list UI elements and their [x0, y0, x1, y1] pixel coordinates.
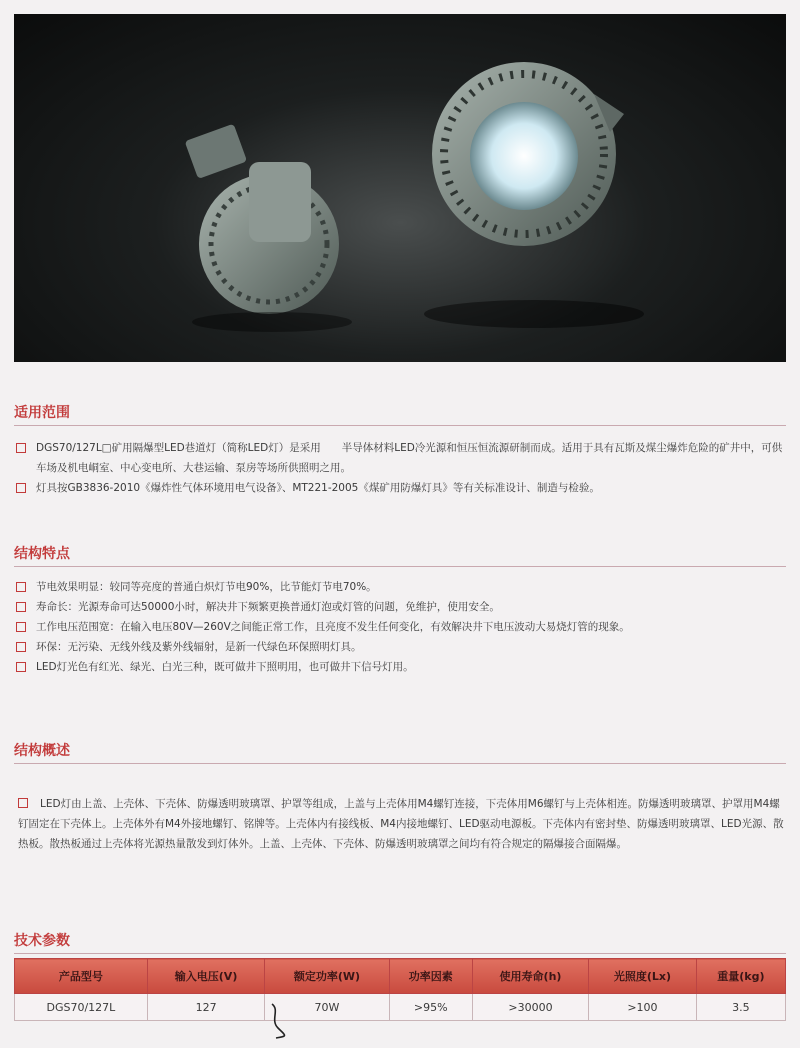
list-item: 寿命长：光源寿命可达50000小时，解决井下频繁更换普通灯泡或灯管的问题，免维护，使用安全。 — [14, 597, 786, 617]
section-specs — [14, 930, 786, 954]
section-title: 技术参数 — [14, 930, 786, 954]
table-cell: 70W — [265, 994, 389, 1021]
checkbox-icon — [16, 662, 26, 672]
section-structure — [14, 740, 786, 854]
col-header: 输入电压(V) — [147, 959, 265, 994]
table-header-row — [15, 959, 786, 994]
table-cell: 3.5 — [696, 994, 785, 1021]
product-photo — [14, 14, 786, 362]
handwritten-mark — [266, 1000, 296, 1040]
section-applicability — [14, 402, 786, 498]
table-cell: >95% — [389, 994, 472, 1021]
col-header: 使用寿命(h) — [472, 959, 588, 994]
section-title: 结构概述 — [14, 740, 786, 764]
table-cell: >100 — [589, 994, 697, 1021]
list-item: 节电效果明显：较同等亮度的普通白炽灯节电90%，比节能灯节电70%。 — [14, 577, 786, 597]
checkbox-icon — [16, 602, 26, 612]
col-header: 产品型号 — [15, 959, 148, 994]
section-features — [14, 543, 786, 677]
list-item: LED灯光色有红光、绿光、白光三种，既可做井下照明用，也可做井下信号灯用。 — [14, 657, 786, 677]
col-header: 重量(kg) — [696, 959, 785, 994]
list-item: 灯具按GB3836-2010《爆炸性气体环境用电气设备》、MT221-2005《煤矿用防爆灯具》等有关标准设计、制造与检验。 — [14, 478, 786, 498]
col-header: 光照度(Lx) — [589, 959, 697, 994]
table-cell: DGS70/127L — [15, 994, 148, 1021]
structure-paragraph: LED灯由上盖、上壳体、下壳体、防爆透明玻璃罩、护罩等组成，上盖与上壳体用M4螺钉连接，下壳体用M6螺钉与上壳体相连。防爆透明玻璃罩、护罩用M4螺钉固定在下壳体上。上壳体外有M4外接地螺钉、铭牌等。上壳体内有接线板、M4内接地螺钉、LED驱动电源板。下壳体内有密封垫、防爆透明玻璃罩、LED光源、散热板。散热板通过上壳体将光源热量散发到灯体外。上盖、上壳体、下壳体、防爆透明玻璃罩之间均有符合规定的隔爆接合面隔爆。 — [18, 798, 784, 850]
table-cell: 127 — [147, 994, 265, 1021]
list-item: 工作电压范围宽：在输入电压80V—260V之间能正常工作，且亮度不发生任何变化，有效解决井下电压波动大易烧灯管的现象。 — [14, 617, 786, 637]
checkbox-icon — [16, 642, 26, 652]
checkbox-icon — [16, 483, 26, 493]
lamp-illustration — [14, 14, 786, 362]
list-item: 环保：无污染、无线外线及紫外线辐射，是新一代绿色环保照明灯具。 — [14, 637, 786, 657]
table-cell: >30000 — [472, 994, 588, 1021]
list-item: DGS70/127L□矿用隔爆型LED巷道灯（简称LED灯）是采用 半导体材料LED冷光源和恒压恒流源研制而成。适用于具有瓦斯及煤尘爆炸危险的矿井中，可供车场及机电峒室、中心变电所、大巷运输、泵房等场所供照明之用。 — [14, 438, 786, 478]
section-title: 结构特点 — [14, 543, 786, 567]
section-title: 适用范围 — [14, 402, 786, 426]
spec-table — [14, 958, 786, 1021]
checkbox-icon — [18, 798, 28, 808]
checkbox-icon — [16, 582, 26, 592]
checkbox-icon — [16, 622, 26, 632]
table-row — [15, 994, 786, 1021]
col-header: 功率因素 — [389, 959, 472, 994]
col-header: 额定功率(W) — [265, 959, 389, 994]
checkbox-icon — [16, 443, 26, 453]
